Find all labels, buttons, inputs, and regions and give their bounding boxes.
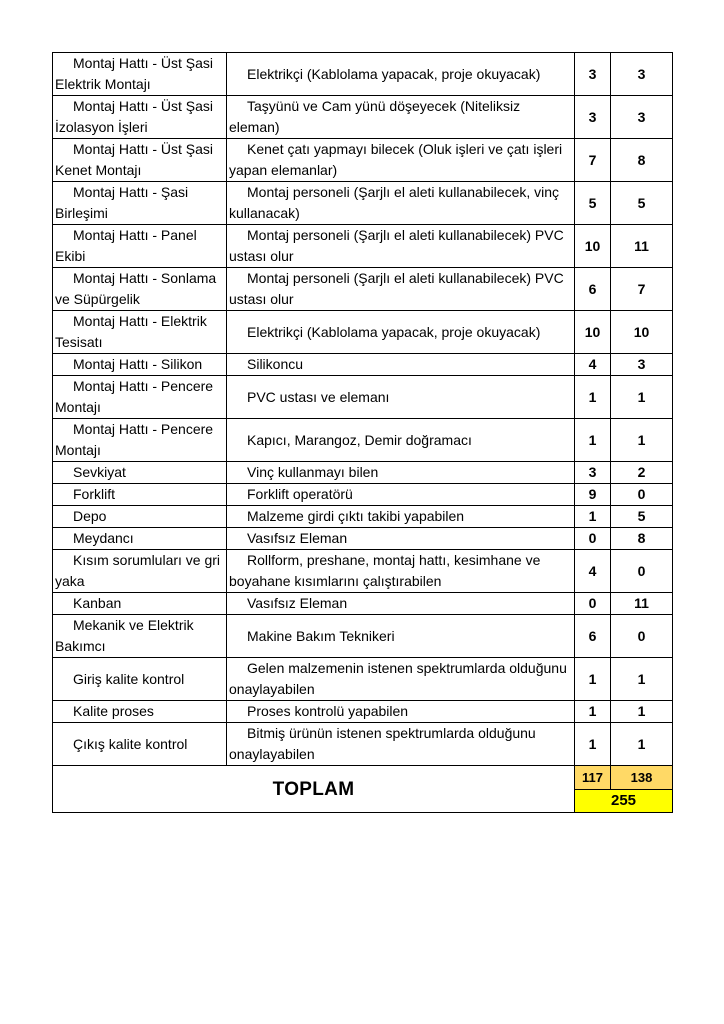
count-cell-1: 5 (575, 182, 611, 225)
table-row (53, 723, 673, 766)
table-row (53, 53, 673, 96)
table-row (53, 462, 673, 484)
description-cell: Proses kontrolü yapabilen (227, 701, 575, 723)
description-cell: Kenet çatı yapmayı bilecek (Oluk işleri ve çatı işleri yapan elemanlar) (227, 139, 575, 182)
table-row (53, 311, 673, 354)
position-cell: Montaj Hattı - Pencere Montajı (53, 376, 227, 419)
position-cell: Çıkış kalite kontrol (53, 723, 227, 766)
count-cell-1: 6 (575, 615, 611, 658)
description-cell: Forklift operatörü (227, 484, 575, 506)
count-cell-1: 0 (575, 593, 611, 615)
description-cell: Taşyünü ve Cam yünü döşeyecek (Niteliksiz eleman) (227, 96, 575, 139)
count-cell-2: 1 (611, 376, 673, 419)
description-cell: Vinç kullanmayı bilen (227, 462, 575, 484)
table-body (53, 53, 673, 766)
total-section (53, 766, 673, 813)
description-cell: Montaj personeli (Şarjlı el aleti kullanabilecek) PVC ustası olur (227, 268, 575, 311)
count-cell-2: 8 (611, 528, 673, 550)
position-cell: Forklift (53, 484, 227, 506)
table-row (53, 658, 673, 701)
count-cell-1: 7 (575, 139, 611, 182)
count-cell-2: 1 (611, 658, 673, 701)
staff-table (52, 52, 673, 813)
total-col1: 117 (575, 766, 611, 790)
position-cell: Montaj Hattı - Şasi Birleşimi (53, 182, 227, 225)
description-cell: Montaj personeli (Şarjlı el aleti kullanabilecek, vinç kullanacak) (227, 182, 575, 225)
position-cell: Kalite proses (53, 701, 227, 723)
table-row (53, 225, 673, 268)
description-cell: Vasıfsız Eleman (227, 528, 575, 550)
table-row (53, 96, 673, 139)
count-cell-2: 5 (611, 506, 673, 528)
position-cell: Mekanik ve Elektrik Bakımcı (53, 615, 227, 658)
description-cell: PVC ustası ve elemanı (227, 376, 575, 419)
position-cell: Kanban (53, 593, 227, 615)
grand-total: 255 (575, 790, 673, 813)
count-cell-2: 0 (611, 615, 673, 658)
count-cell-2: 3 (611, 53, 673, 96)
count-cell-1: 4 (575, 550, 611, 593)
description-cell: Elektrikçi (Kablolama yapacak, proje okuyacak) (227, 311, 575, 354)
table-row (53, 528, 673, 550)
count-cell-2: 3 (611, 96, 673, 139)
table-row (53, 182, 673, 225)
count-cell-2: 8 (611, 139, 673, 182)
count-cell-1: 6 (575, 268, 611, 311)
count-cell-1: 1 (575, 723, 611, 766)
count-cell-1: 1 (575, 658, 611, 701)
table-row (53, 419, 673, 462)
table-row (53, 484, 673, 506)
count-cell-2: 11 (611, 225, 673, 268)
position-cell: Montaj Hattı - Üst Şasi Kenet Montajı (53, 139, 227, 182)
table-row (53, 701, 673, 723)
count-cell-2: 1 (611, 701, 673, 723)
description-cell: Montaj personeli (Şarjlı el aleti kullanabilecek) PVC ustası olur (227, 225, 575, 268)
count-cell-2: 1 (611, 723, 673, 766)
count-cell-1: 3 (575, 462, 611, 484)
description-cell: Elektrikçi (Kablolama yapacak, proje okuyacak) (227, 53, 575, 96)
count-cell-1: 4 (575, 354, 611, 376)
count-cell-1: 10 (575, 225, 611, 268)
position-cell: Depo (53, 506, 227, 528)
count-cell-2: 0 (611, 550, 673, 593)
position-cell: Montaj Hattı - Panel Ekibi (53, 225, 227, 268)
table-row (53, 615, 673, 658)
count-cell-1: 10 (575, 311, 611, 354)
count-cell-2: 3 (611, 354, 673, 376)
count-cell-1: 0 (575, 528, 611, 550)
position-cell: Kısım sorumluları ve gri yaka (53, 550, 227, 593)
table-row (53, 550, 673, 593)
description-cell: Kapıcı, Marangoz, Demir doğramacı (227, 419, 575, 462)
count-cell-1: 1 (575, 701, 611, 723)
count-cell-1: 1 (575, 506, 611, 528)
description-cell: Vasıfsız Eleman (227, 593, 575, 615)
table-row (53, 506, 673, 528)
table-row (53, 139, 673, 182)
description-cell: Malzeme girdi çıktı takibi yapabilen (227, 506, 575, 528)
description-cell: Makine Bakım Teknikeri (227, 615, 575, 658)
count-cell-2: 11 (611, 593, 673, 615)
table-row (53, 593, 673, 615)
position-cell: Meydancı (53, 528, 227, 550)
count-cell-2: 2 (611, 462, 673, 484)
position-cell: Sevkiyat (53, 462, 227, 484)
position-cell: Montaj Hattı - Üst Şasi Elektrik Montajı (53, 53, 227, 96)
table-row (53, 376, 673, 419)
description-cell: Gelen malzemenin istenen spektrumlarda olduğunu onaylayabilen (227, 658, 575, 701)
position-cell: Montaj Hattı - Elektrik Tesisatı (53, 311, 227, 354)
description-cell: Bitmiş ürünün istenen spektrumlarda olduğunu onaylayabilen (227, 723, 575, 766)
count-cell-2: 0 (611, 484, 673, 506)
position-cell: Montaj Hattı - Üst Şasi İzolasyon İşleri (53, 96, 227, 139)
description-cell: Silikoncu (227, 354, 575, 376)
count-cell-1: 3 (575, 53, 611, 96)
position-cell: Giriş kalite kontrol (53, 658, 227, 701)
total-label: TOPLAM (53, 766, 575, 813)
position-cell: Montaj Hattı - Pencere Montajı (53, 419, 227, 462)
position-cell: Montaj Hattı - Sonlama ve Süpürgelik (53, 268, 227, 311)
count-cell-2: 5 (611, 182, 673, 225)
total-col2: 138 (611, 766, 673, 790)
count-cell-1: 1 (575, 376, 611, 419)
count-cell-2: 10 (611, 311, 673, 354)
count-cell-1: 9 (575, 484, 611, 506)
description-cell: Rollform, preshane, montaj hattı, kesimhane ve boyahane kısımlarını çalıştırabilen (227, 550, 575, 593)
count-cell-2: 1 (611, 419, 673, 462)
table-row (53, 268, 673, 311)
count-cell-2: 7 (611, 268, 673, 311)
total-row (53, 766, 673, 790)
position-cell: Montaj Hattı - Silikon (53, 354, 227, 376)
count-cell-1: 3 (575, 96, 611, 139)
table-row (53, 354, 673, 376)
count-cell-1: 1 (575, 419, 611, 462)
